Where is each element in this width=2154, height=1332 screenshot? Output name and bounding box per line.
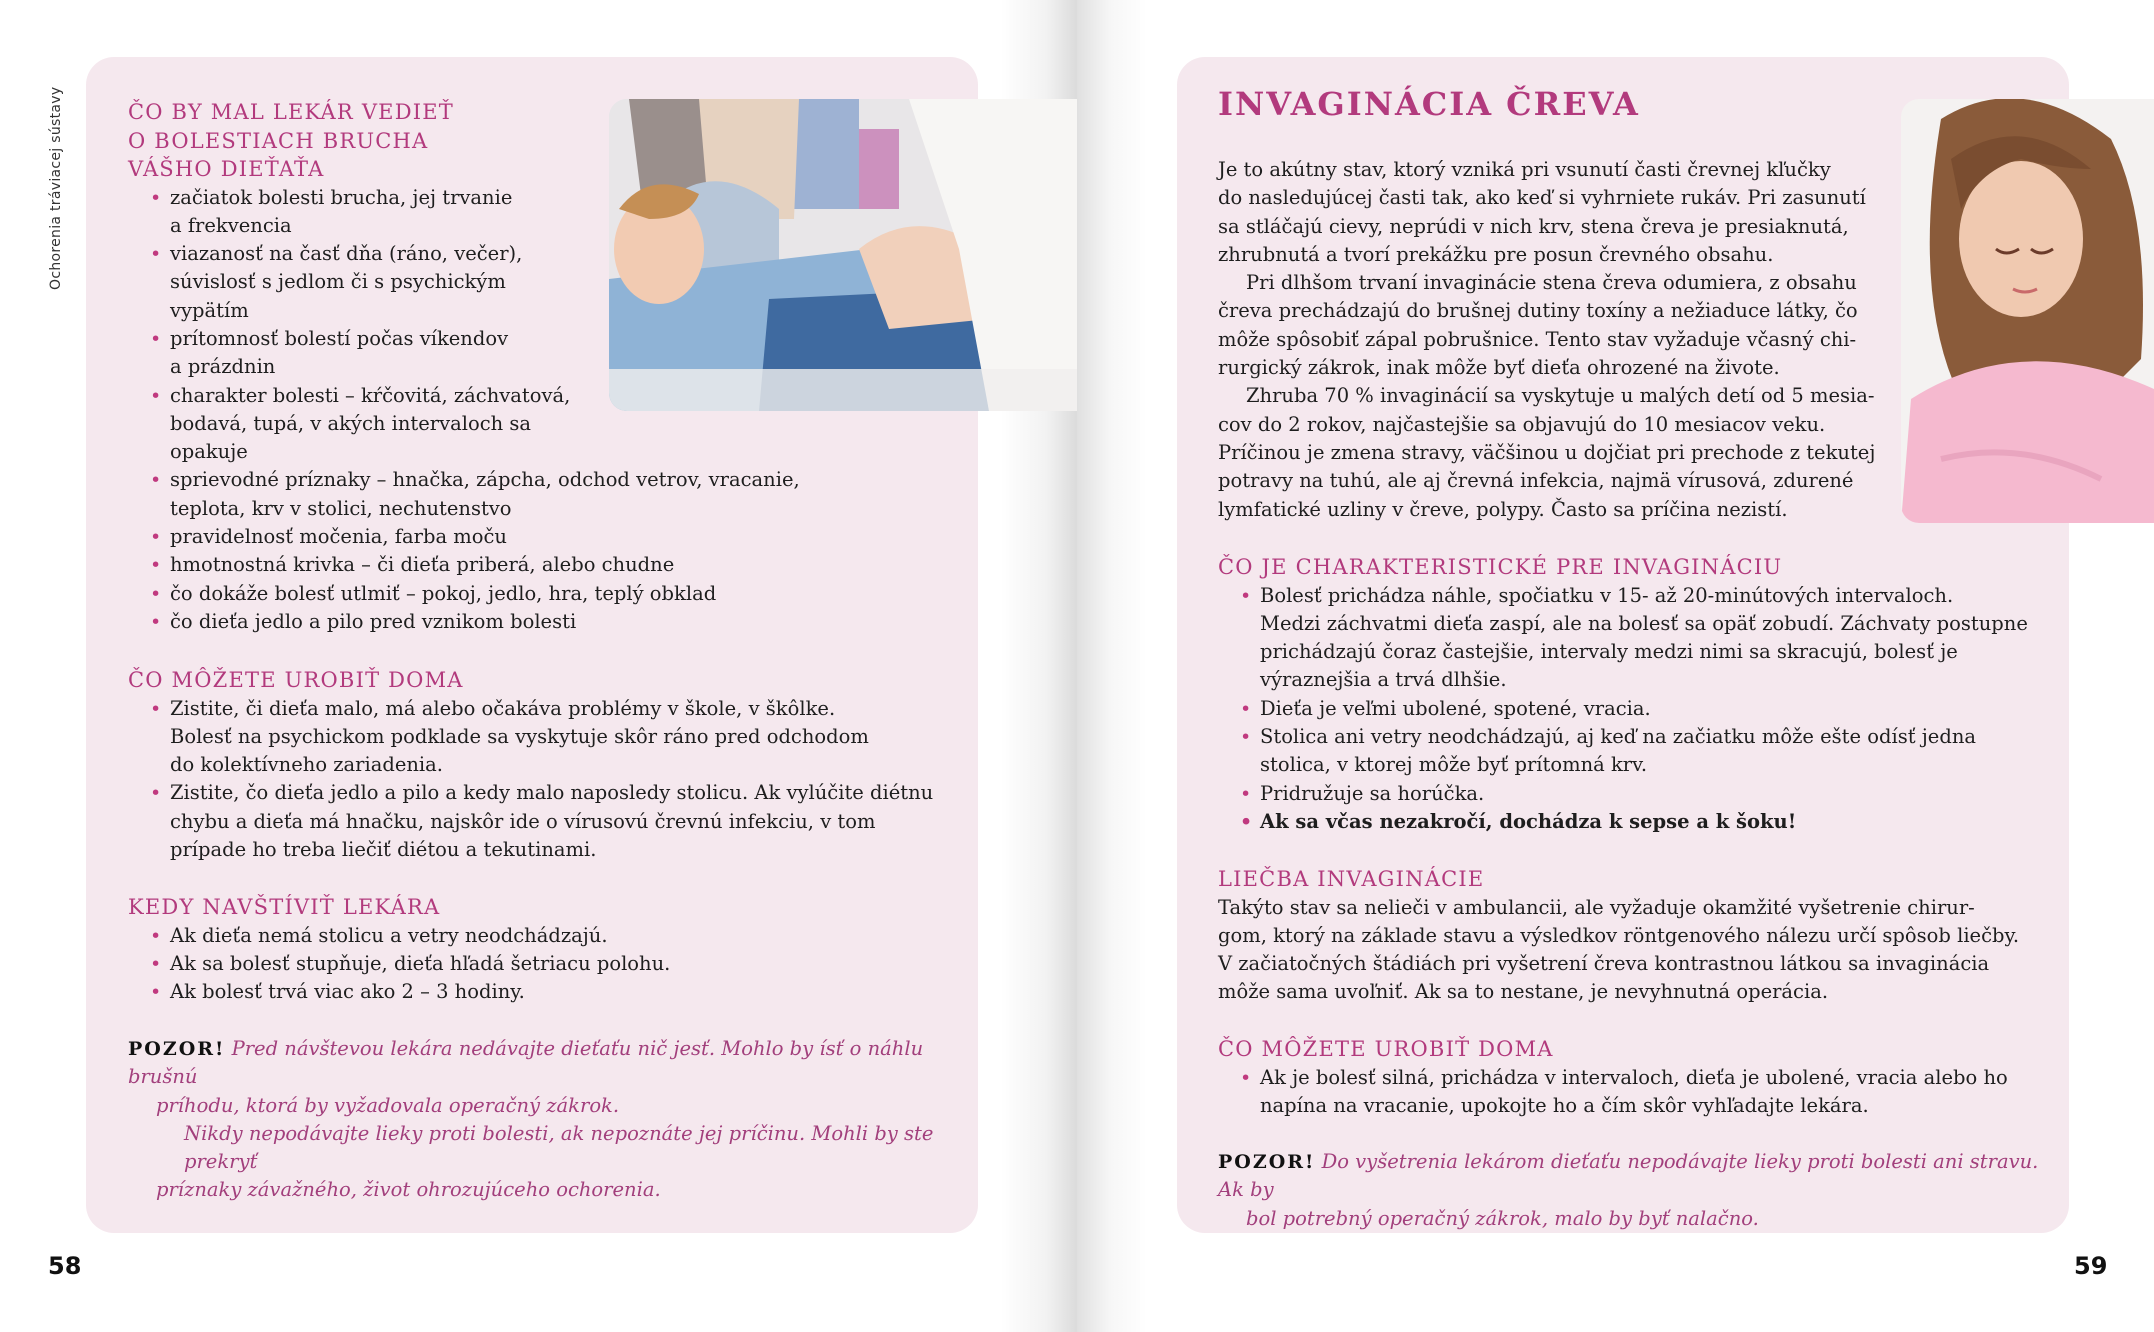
right-section-home (1218, 1035, 2058, 1120)
right-warning (1218, 1148, 2058, 1233)
list-item-line: • čo dieťa jedlo a pilo pred vznikom bolesti (170, 609, 577, 633)
list-item-bold-warning: • Ak sa včas nezakročí, dochádza k sepse a k šoku! (1218, 808, 2058, 836)
warning-label: POZOR! (1218, 1151, 1316, 1173)
list-item-line: • Pridružuje sa horúčka. (1260, 781, 1485, 805)
text-line: rurgický zákrok, inak môže byť dieťa ohrozené na živote. (1218, 356, 1780, 380)
heading-doctor-info-line2: O BOLESTIACH BRUCHA (128, 128, 429, 153)
list-item-line: • Stolica ani vetry neodchádzajú, aj keď na začiatku môže ešte odísť jedna (1260, 724, 1977, 748)
list-item-line: a frekvencia (170, 213, 292, 237)
text-line: sa stláčajú cievy, neprúdi v nich krv, stena čreva je presiaknutá, (1218, 214, 1849, 238)
warning-line: Pred návštevou lekára nedávajte dieťaťu nič jesť. Mohlo by ísť o náhlu brušnú (128, 1037, 924, 1089)
list-item-line: chybu a dieťa má hnačku, najskôr ide o vírusovú črevnú infekciu, v tom (170, 809, 876, 833)
text-line: potravy na tuhú, ale aj črevná infekcia, najmä vírusová, zdurené (1218, 469, 1854, 493)
list-item-line: bodavá, tupá, v akých intervaloch sa (170, 411, 532, 435)
list-item-line: • Dieťa je veľmi ubolené, spotené, vracia. (1260, 696, 1651, 720)
list-item (1218, 695, 2058, 723)
list-item (128, 325, 968, 382)
heading-characteristics: ČO JE CHARAKTERISTICKÉ PRE INVAGINÁCIU (1218, 555, 1783, 579)
warning-line: Do vyšetrenia lekárom dieťaťu nepodávajte lieky proti bolesti ani stravu. Ak by (1218, 1150, 2039, 1202)
list-item-line: výraznejšia a trvá dlhšie. (1260, 668, 1507, 692)
intro-paragraphs (1218, 156, 1898, 524)
home-care-right-list (1218, 1064, 2058, 1121)
text-line: do nasledujúcej časti tak, ako keď si vyhrniete rukáv. Pri zasunutí (1218, 186, 1866, 210)
spine-shadow-right (1077, 0, 1147, 1332)
list-item (128, 950, 968, 978)
text-line: Príčinou je zmena stravy, väčšinou u dojčiat pri prechode z tekutej (1218, 440, 1876, 464)
list-item-line: • Ak dieťa nemá stolicu a vetry neodchádzajú. (170, 923, 608, 947)
page-number-left: 58 (48, 1252, 82, 1280)
left-section-doctor-info (128, 98, 968, 636)
text-line: gom, ktorý na základe stavu a výsledkov röntgenového nálezu určí spôsob liečby. (1218, 923, 2020, 947)
list-item (128, 382, 968, 467)
list-item-line: • Bolesť prichádza náhle, spočiatku v 15- až 20-minútových intervaloch. (1260, 583, 1954, 607)
list-item (128, 580, 968, 608)
right-section-characteristics (1218, 553, 2058, 836)
list-item (1218, 582, 2058, 695)
warning-label: POZOR! (128, 1038, 226, 1060)
treatment-text (1218, 894, 2058, 1007)
list-item-line: • začiatok bolesti brucha, jej trvanie (170, 185, 513, 209)
list-item-line: prichádzajú čoraz častejšie, intervaly medzi nimi sa skracujú, bolesť je (1260, 640, 1958, 664)
heading-doctor-info-line3: VÁŠHO DIEŤAŤA (128, 157, 325, 181)
text-line: môže sama uvoľniť. Ak sa to nestane, je nevyhnutná operácia. (1218, 980, 1829, 1004)
list-item (1218, 780, 2058, 808)
characteristics-list (1218, 582, 2058, 808)
text-line: Pri dlhšom trvaní invaginácie stena čreva odumiera, z obsahu (1246, 271, 1857, 295)
list-item (128, 922, 968, 950)
list-item-line: • sprievodné príznaky – hnačka, zápcha, odchod vetrov, vracanie, (170, 468, 800, 492)
heading-when-visit: KEDY NAVŠTÍVIŤ LEKÁRA (128, 895, 441, 919)
text-line: cov do 2 rokov, najčastejšie sa objavujú do 10 mesiacov veku. (1218, 412, 1826, 436)
list-item (128, 184, 968, 241)
text-line: lymfatické uzliny v čreve, polypy. Často sa príčina nezistí. (1218, 497, 1788, 521)
heading-home-care-right: ČO MÔŽETE UROBIŤ DOMA (1218, 1037, 1554, 1061)
list-item (128, 466, 968, 523)
list-item-line: • Ak bolesť trvá viac ako 2 – 3 hodiny. (170, 980, 525, 1004)
list-item (128, 978, 968, 1006)
article-title: INVAGINÁCIA ČREVA (1218, 85, 1640, 123)
list-item-line: • Ak sa bolesť stupňuje, dieťa hľadá šetriacu polohu. (170, 951, 671, 975)
list-item-line: stolica, v ktorej môže byť prítomná krv. (1260, 753, 1648, 777)
list-item (128, 695, 968, 780)
text-line: zhrubnutá a tvorí prekážku pre posun črevného obsahu. (1218, 242, 1774, 266)
text-line: čreva prechádzajú do brušnej dutiny toxíny a nežiaduce látky, čo (1218, 299, 1858, 323)
list-item-line: vypätím (170, 298, 249, 322)
photo-illustration (1901, 99, 2154, 523)
warning-line: príhodu, ktorá by vyžadovala operačný zákrok. (156, 1093, 620, 1117)
warning-line: bol potrebný operačný zákrok, malo by byť nalačno. (1246, 1206, 1759, 1230)
list-item (128, 608, 968, 636)
list-item-line: • viazanosť na časť dňa (ráno, večer), (170, 242, 523, 266)
text-line: Je to akútny stav, ktorý vzniká pri vsunutí časti črevnej kľučky (1218, 158, 1831, 181)
list-item-line: • Zistite, či dieťa malo, má alebo očakáva problémy v škole, v škôlke. (170, 696, 836, 720)
text-line: môže spôsobiť zápal pobrušnice. Tento stav vyžaduje včasný chi- (1218, 327, 1857, 351)
warning-line: príznaky závažného, život ohrozujúceho ochorenia. (156, 1178, 661, 1202)
page-number-right: 59 (2074, 1252, 2108, 1280)
text-line: Zhruba 70 % invaginácií sa vyskytuje u malých detí od 5 mesia- (1246, 384, 1875, 408)
when-visit-list (128, 922, 968, 1007)
heading-treatment: LIEČBA INVAGINÁCIE (1218, 867, 1485, 891)
list-item-line: súvislosť s jedlom či s psychickým (170, 270, 506, 294)
left-warning (128, 1035, 968, 1205)
right-section-treatment (1218, 865, 2058, 1007)
list-item-line: napína na vracanie, upokojte ho a čím skôr vyhľadajte lekára. (1260, 1093, 1869, 1117)
list-item (1218, 1064, 2058, 1121)
left-section-when-visit (128, 893, 968, 1006)
list-item-line: • Ak je bolesť silná, prichádza v intervaloch, dieťa je ubolené, vracia alebo ho (1260, 1065, 2008, 1089)
list-item (128, 779, 968, 864)
text-line: V začiatočných štádiách pri vyšetrení čreva kontrastnou látkou sa invaginácia (1218, 952, 1990, 976)
list-item-line: • Zistite, čo dieťa jedlo a pilo a kedy malo naposledy stolicu. Ak vylúčite diétnu (170, 781, 934, 805)
list-item (1218, 723, 2058, 780)
list-item-line: • prítomnosť bolestí počas víkendov (170, 326, 509, 350)
list-item-line: • pravidelnosť močenia, farba moču (170, 525, 507, 549)
list-item-line: opakuje (170, 440, 248, 464)
list-item-line: Medzi záchvatmi dieťa zaspí, ale na bolesť sa opäť zobudí. Záchvaty postupne (1260, 611, 2028, 635)
list-item (128, 551, 968, 579)
list-item-line: • čo dokáže bolesť utlmiť – pokoj, jedlo, hra, teplý obklad (170, 581, 717, 605)
list-item-line: a prázdnin (170, 355, 276, 379)
list-item-line: teplota, krv v stolici, nechutenstvo (170, 496, 512, 520)
list-item (128, 240, 968, 325)
doctor-info-list (128, 184, 968, 637)
list-item-line: prípade ho treba liečiť diétou a tekutinami. (170, 837, 597, 861)
list-item-line: • hmotnostná krivka – či dieťa priberá, alebo chudne (170, 553, 675, 577)
list-item (128, 523, 968, 551)
text-line: Takýto stav sa nelieči v ambulancii, ale vyžaduje okamžité vyšetrenie chirur- (1218, 895, 1975, 919)
left-section-home (128, 666, 968, 864)
list-item-line: • charakter bolesti – kŕčovitá, záchvatová, (170, 383, 571, 407)
heading-home-care: ČO MÔŽETE UROBIŤ DOMA (128, 668, 464, 692)
list-item-line: Bolesť na psychickom podklade sa vyskytuje skôr ráno pred odchodom (170, 724, 869, 748)
chapter-side-label: Ochorenia tráviacej sústavy (48, 86, 64, 290)
list-item-line: do kolektívneho zariadenia. (170, 753, 443, 777)
girl-portrait-photo (1901, 99, 2154, 523)
warning-line: Nikdy nepodávajte lieky proti bolesti, ak nepoznáte jej príčinu. Mohli by ste prekryť (184, 1121, 934, 1174)
home-care-list (128, 695, 968, 865)
heading-doctor-info-line1: ČO BY MAL LEKÁR VEDIEŤ (128, 100, 454, 124)
